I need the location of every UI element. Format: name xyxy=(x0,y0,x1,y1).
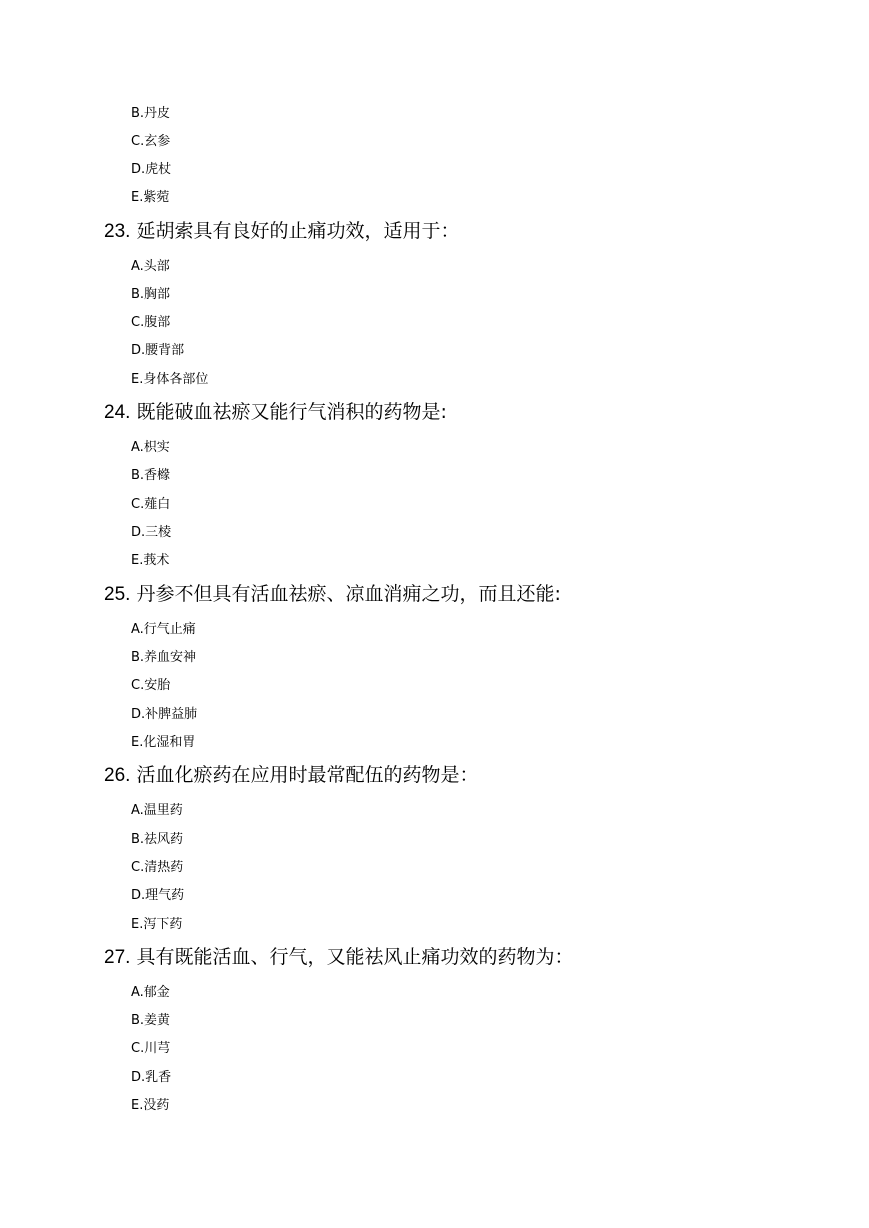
option-item: D.乳香 xyxy=(131,1070,172,1085)
option-item: E.没药 xyxy=(131,1098,170,1113)
option-item: D.补脾益肺 xyxy=(131,707,198,722)
option-item: A.郁金 xyxy=(131,985,170,1000)
option-item: C.腹部 xyxy=(131,315,171,330)
question-text: 延胡索具有良好的止痛功效，适用于： xyxy=(136,220,460,242)
option-item: B.祛风药 xyxy=(131,832,184,847)
question-27 xyxy=(104,945,573,970)
question-number: 25. xyxy=(104,584,131,605)
option-item: D.虎杖 xyxy=(131,162,172,177)
question-23 xyxy=(104,219,459,244)
option-item: C.薤白 xyxy=(131,497,171,512)
option-item: C.清热药 xyxy=(131,860,184,875)
option-item: A.枳实 xyxy=(131,440,170,455)
option-item: B.香橼 xyxy=(131,468,171,483)
question-text: 活血化瘀药在应用时最常配伍的药物是： xyxy=(136,764,479,786)
option-item: D.理气药 xyxy=(131,888,185,903)
option-item: A.温里药 xyxy=(131,803,183,818)
option-item: C.玄参 xyxy=(131,134,171,149)
option-item: B.丹皮 xyxy=(131,106,171,121)
option-item: B.养血安神 xyxy=(131,650,197,665)
question-number: 27. xyxy=(104,947,131,968)
question-number: 26. xyxy=(104,765,131,786)
option-item: E.紫菀 xyxy=(131,190,170,205)
question-25 xyxy=(104,582,561,607)
option-item: C.川芎 xyxy=(131,1041,171,1056)
question-24 xyxy=(104,400,447,425)
option-item: B.姜黄 xyxy=(131,1013,171,1028)
question-number: 23. xyxy=(104,221,131,242)
option-item: E.身体各部位 xyxy=(131,372,209,387)
question-text: 具有既能活血、行气，又能祛风止痛功效的药物为： xyxy=(136,946,574,968)
question-number: 24. xyxy=(104,402,131,423)
option-item: D.三棱 xyxy=(131,525,172,540)
option-item: C.安胎 xyxy=(131,678,171,693)
option-item: D.腰背部 xyxy=(131,343,185,358)
option-item: E.莪术 xyxy=(131,553,170,568)
option-item: B.胸部 xyxy=(131,287,171,302)
question-text: 既能破血祛瘀又能行气消积的药物是: xyxy=(136,401,447,423)
option-item: A.行气止痛 xyxy=(131,622,196,637)
option-item: A.头部 xyxy=(131,259,170,274)
question-26 xyxy=(104,763,478,788)
question-text: 丹参不但具有活血祛瘀、凉血消痈之功，而且还能: xyxy=(136,583,561,605)
option-item: E.泻下药 xyxy=(131,917,183,932)
option-item: E.化湿和胃 xyxy=(131,735,196,750)
